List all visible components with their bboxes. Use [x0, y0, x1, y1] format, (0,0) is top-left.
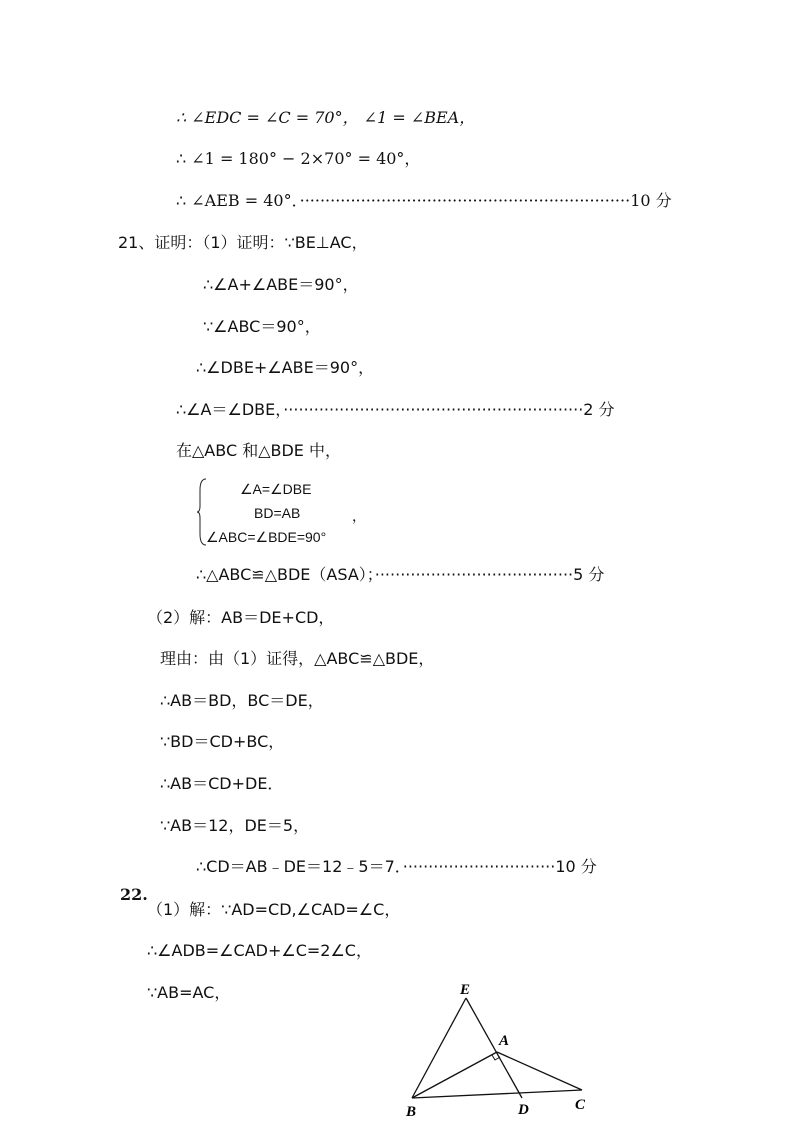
- text-line: ∵∠ABC＝90°，: [203, 317, 321, 336]
- equation-2: BD=AB: [254, 505, 301, 521]
- problem-21-heading: 21、证明：（1）证明：∵BE⊥AC，: [118, 233, 368, 252]
- text-line: 理由：由（1）证得，△ABC≌△BDE，: [160, 649, 435, 668]
- text-line: ∴∠A＝∠DBE，···························································2 分: [176, 400, 615, 419]
- text-line: （1）解：∵AD=CD,∠CAD=∠C，: [147, 900, 401, 919]
- text-line: （2）解：AB＝DE+CD，: [147, 608, 335, 627]
- text-line: ∴∠A+∠ABE＝90°，: [203, 275, 359, 294]
- triangle-figure: [398, 978, 598, 1118]
- text-line: ∵BD＝CD+BC，: [160, 732, 285, 751]
- problem-22-heading: 22.: [120, 885, 148, 904]
- segment-ac: [497, 1052, 582, 1090]
- text-line: ∴ ∠AEB = 40°．·································································10 分: [176, 191, 672, 210]
- label-c: C: [575, 1097, 586, 1113]
- label-b: B: [406, 1104, 417, 1118]
- text-line: ∴CD＝AB﹣DE＝12﹣5＝7．······························10 分: [196, 857, 597, 876]
- label-e: E: [460, 982, 471, 998]
- text-line: ∴AB＝CD+DE．: [160, 774, 284, 793]
- segment-bc: [412, 1090, 582, 1098]
- text-line: ∵AB=AC，: [147, 983, 231, 1002]
- text-line: 在△ABC 和△BDE 中，: [176, 441, 342, 460]
- text-line: ∵AB＝12，DE＝5，: [160, 816, 310, 835]
- text-line: ∴ ∠1 = 180° − 2×70° = 40°，: [176, 149, 421, 168]
- segment-ed: [466, 998, 522, 1098]
- label-a: A: [499, 1033, 510, 1049]
- text-line: ∴AB＝BD，BC＝DE，: [160, 691, 324, 710]
- text-line: ∴∠ADB=∠CAD+∠C=2∠C，: [147, 941, 372, 960]
- label-d: D: [518, 1102, 529, 1118]
- equation-1: ∠A=∠DBE: [240, 481, 312, 497]
- text-line: ∴ ∠EDC = ∠C = 70°， ∠1 = ∠BEA，: [176, 108, 476, 127]
- system-comma: ，: [352, 508, 366, 524]
- text-line: ∴△ABC≌△BDE（ASA）；·······································5 分: [196, 565, 605, 584]
- equation-3: ∠ABC=∠BDE=90°: [206, 529, 327, 545]
- text-line: ∴∠DBE+∠ABE＝90°，: [196, 358, 375, 377]
